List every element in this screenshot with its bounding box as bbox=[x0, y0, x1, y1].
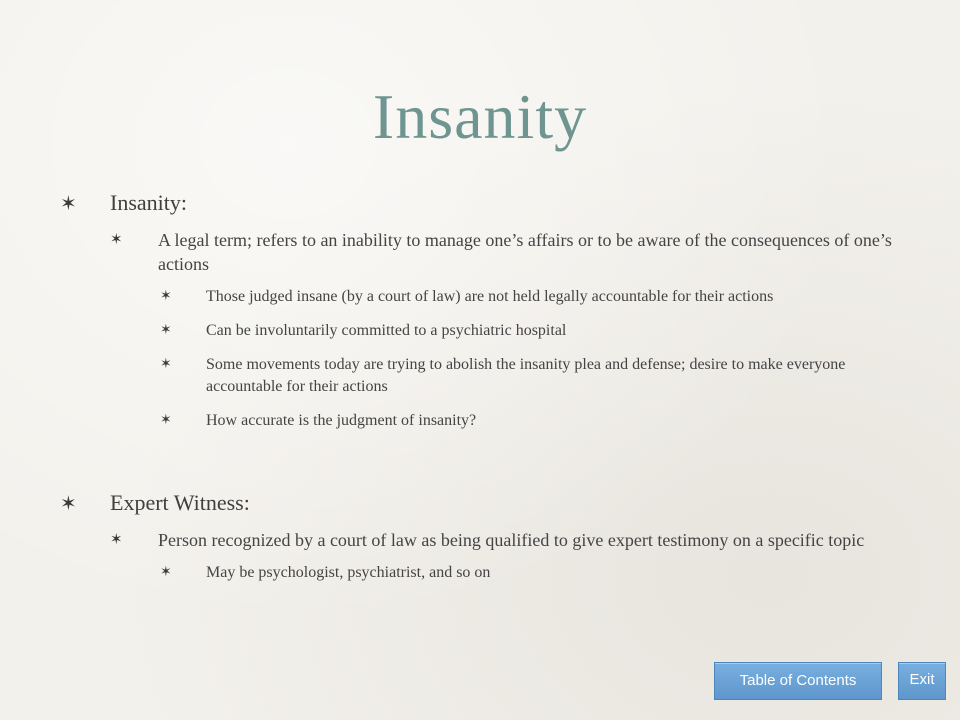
slide-content bbox=[60, 186, 900, 596]
bullet-text: May be psychologist, psychiatrist, and so on bbox=[206, 564, 491, 581]
bullet-level1-expert-witness bbox=[60, 486, 900, 520]
star-bullet-icon: ✶ bbox=[160, 357, 172, 372]
exit-button[interactable]: Exit bbox=[898, 662, 946, 700]
star-bullet-icon: ✶ bbox=[60, 193, 77, 215]
bullet-text: Some movements today are trying to abolish the insanity plea and defense; desire to make everyone accountable for their actions bbox=[206, 356, 846, 395]
bullet-text: Those judged insane (by a court of law) are not held legally accountable for their actions bbox=[206, 288, 774, 305]
bullet-level3 bbox=[60, 286, 900, 308]
slide-title: Insanity bbox=[372, 81, 588, 152]
star-bullet-icon: ✶ bbox=[160, 565, 172, 580]
star-bullet-icon: ✶ bbox=[160, 413, 172, 428]
bullet-level1-insanity bbox=[60, 186, 900, 220]
bullet-heading: Expert Witness: bbox=[110, 490, 250, 515]
bullet-level3 bbox=[60, 410, 900, 432]
bullet-level2 bbox=[60, 228, 900, 276]
star-bullet-icon: ✶ bbox=[110, 532, 123, 548]
bullet-level3 bbox=[60, 354, 900, 398]
bullet-level3 bbox=[60, 562, 900, 584]
star-bullet-icon: ✶ bbox=[160, 323, 172, 338]
bullet-text: A legal term; refers to an inability to manage one’s affairs or to be aware of the consequences of one’s actions bbox=[158, 230, 892, 274]
bullet-heading: Insanity: bbox=[110, 190, 187, 215]
table-of-contents-button[interactable]: Table of Contents bbox=[714, 662, 882, 700]
bullet-level2 bbox=[60, 528, 900, 552]
star-bullet-icon: ✶ bbox=[110, 232, 123, 248]
star-bullet-icon: ✶ bbox=[60, 493, 77, 515]
star-bullet-icon: ✶ bbox=[160, 289, 172, 304]
bullet-text: Person recognized by a court of law as being qualified to give expert testimony on a specific topic bbox=[158, 530, 865, 550]
bullet-text: Can be involuntarily committed to a psychiatric hospital bbox=[206, 322, 567, 339]
section-spacer bbox=[60, 444, 900, 486]
bullet-level3 bbox=[60, 320, 900, 342]
bullet-text: How accurate is the judgment of insanity? bbox=[206, 412, 477, 429]
